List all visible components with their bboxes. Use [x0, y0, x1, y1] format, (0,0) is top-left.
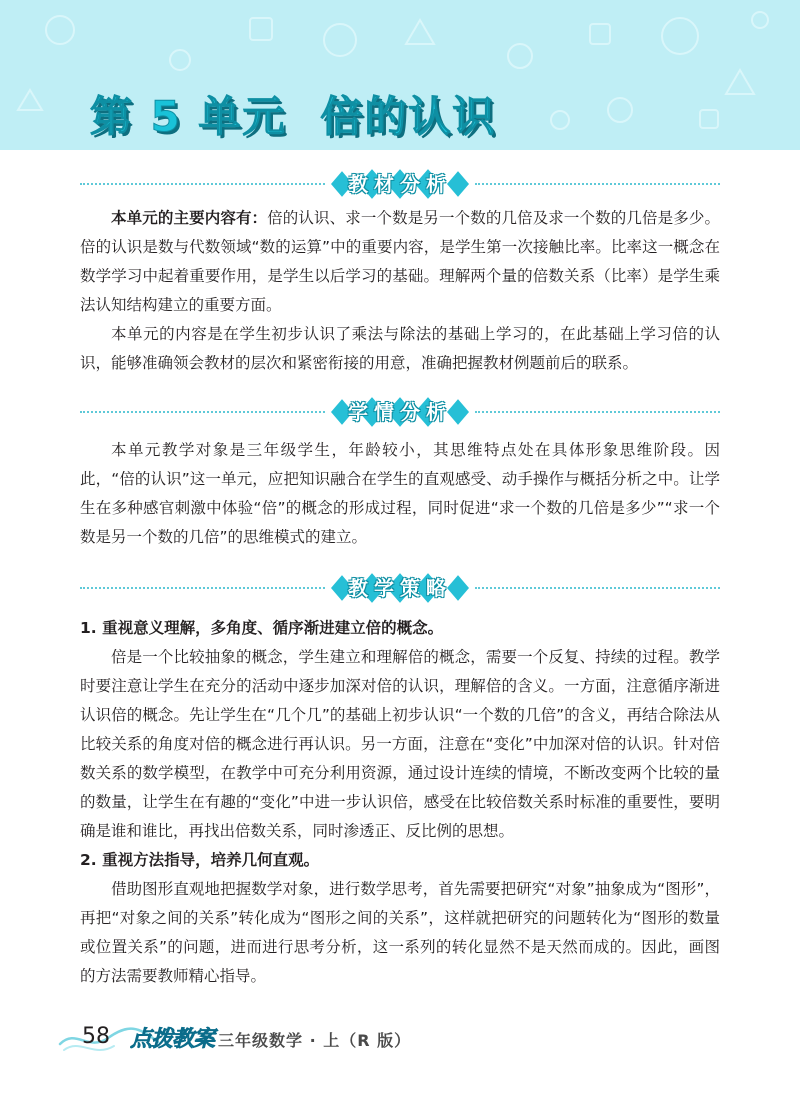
strategy-item-title: 2. 重视方法指导，培养几何直观。 [80, 851, 320, 869]
page-footer [58, 1018, 558, 1058]
section-heading-strategy [80, 570, 720, 606]
unit-label: 第 5 单元 [90, 92, 287, 141]
heading-badge [320, 394, 480, 430]
paragraph [80, 204, 720, 320]
paragraph: 本单元教学对象是三年级学生，年龄较小，其思维特点处在具体形象思维阶段。因此，“倍的认识”这一单元，应把知识融合在学生的直观感受、动手操作与概括分析之中。让学生在多种感官刺激中体验“倍”的概念的形成过程，同时促进“求一个数的几倍是多少”“求一个数是另一个数的几倍”的思维模式的建立。 [80, 441, 720, 546]
paragraph-lead: 本单元的主要内容有： [111, 209, 268, 227]
brand-logo-text: 点拨教案 [130, 1027, 215, 1052]
heading-label: 学情分析 [348, 400, 452, 424]
dotted-divider [80, 183, 325, 185]
heading-label: 教材分析 [348, 172, 452, 196]
dotted-divider [475, 587, 720, 589]
page-number: 58 [82, 1024, 110, 1049]
book-title: 三年级数学 · 上（R 版） [218, 1031, 412, 1050]
dotted-divider [80, 587, 325, 589]
dotted-divider [80, 411, 325, 413]
unit-banner [0, 0, 800, 150]
section-heading-analysis [80, 166, 720, 202]
strategy-text [80, 614, 720, 991]
paragraph: 借助图形直观地把握数学对象，进行数学思考，首先需要把研究“对象”抽象成为“图形”，再把“对象之间的关系”转化成为“图形之间的关系”，这样就把研究的问题转化为“图形的数量或位置关系”的问题，进而进行思考分析，这一系列的转化显然不是天然而成的。因此，画图的方法需要教师精心指导。 [80, 880, 720, 985]
students-text [80, 436, 720, 552]
paragraph: 本单元的内容是在学生初步认识了乘法与除法的基础上学习的，在此基础上学习倍的认识，能够准确领会教材的层次和紧密衔接的用意，准确把握教材例题前后的联系。 [80, 325, 720, 372]
paragraph-text: 倍的认识、求一个数是另一个数的几倍及求一个数的几倍是多少。倍的认识是数与代数领域“数的运算”中的重要内容，是学生第一次接触比率。比率这一概念在数学学习中起着重要作用，是学生以后学习的基础。理解两个量的倍数关系（比率）是学生乘法认知结构建立的重要方面。 [80, 209, 720, 314]
heading-label: 教学策略 [348, 576, 452, 600]
strategy-item-title: 1. 重视意义理解，多角度、循序渐进建立倍的概念。 [80, 619, 444, 637]
unit-name: 倍的认识 [320, 92, 497, 141]
heading-badge [320, 570, 480, 606]
analysis-text [80, 204, 720, 378]
section-heading-students [80, 394, 720, 430]
heading-badge [320, 166, 480, 202]
unit-title [90, 84, 496, 144]
dotted-divider [475, 411, 720, 413]
paragraph: 倍是一个比较抽象的概念，学生建立和理解倍的概念，需要一个反复、持续的过程。教学时要注意让学生在充分的活动中逐步加深对倍的认识，理解倍的含义。一方面，注意循序渐进认识倍的概念。先让学生在“几个几”的基础上初步认识“一个数的几倍”的含义，再结合除法从比较关系的角度对倍的概念进行再认识。另一方面，注意在“变化”中加深对倍的认识。针对倍数关系的数学模型，在教学中可充分利用资源，通过设计连续的情境，不断改变两个比较的量的数量，让学生在有趣的“变化”中进一步认识倍，感受在比较倍数关系时标准的重要性，要明确是谁和谁比，再找出倍数关系，同时渗透正、反比例的思想。 [80, 648, 720, 840]
dotted-divider [475, 183, 720, 185]
